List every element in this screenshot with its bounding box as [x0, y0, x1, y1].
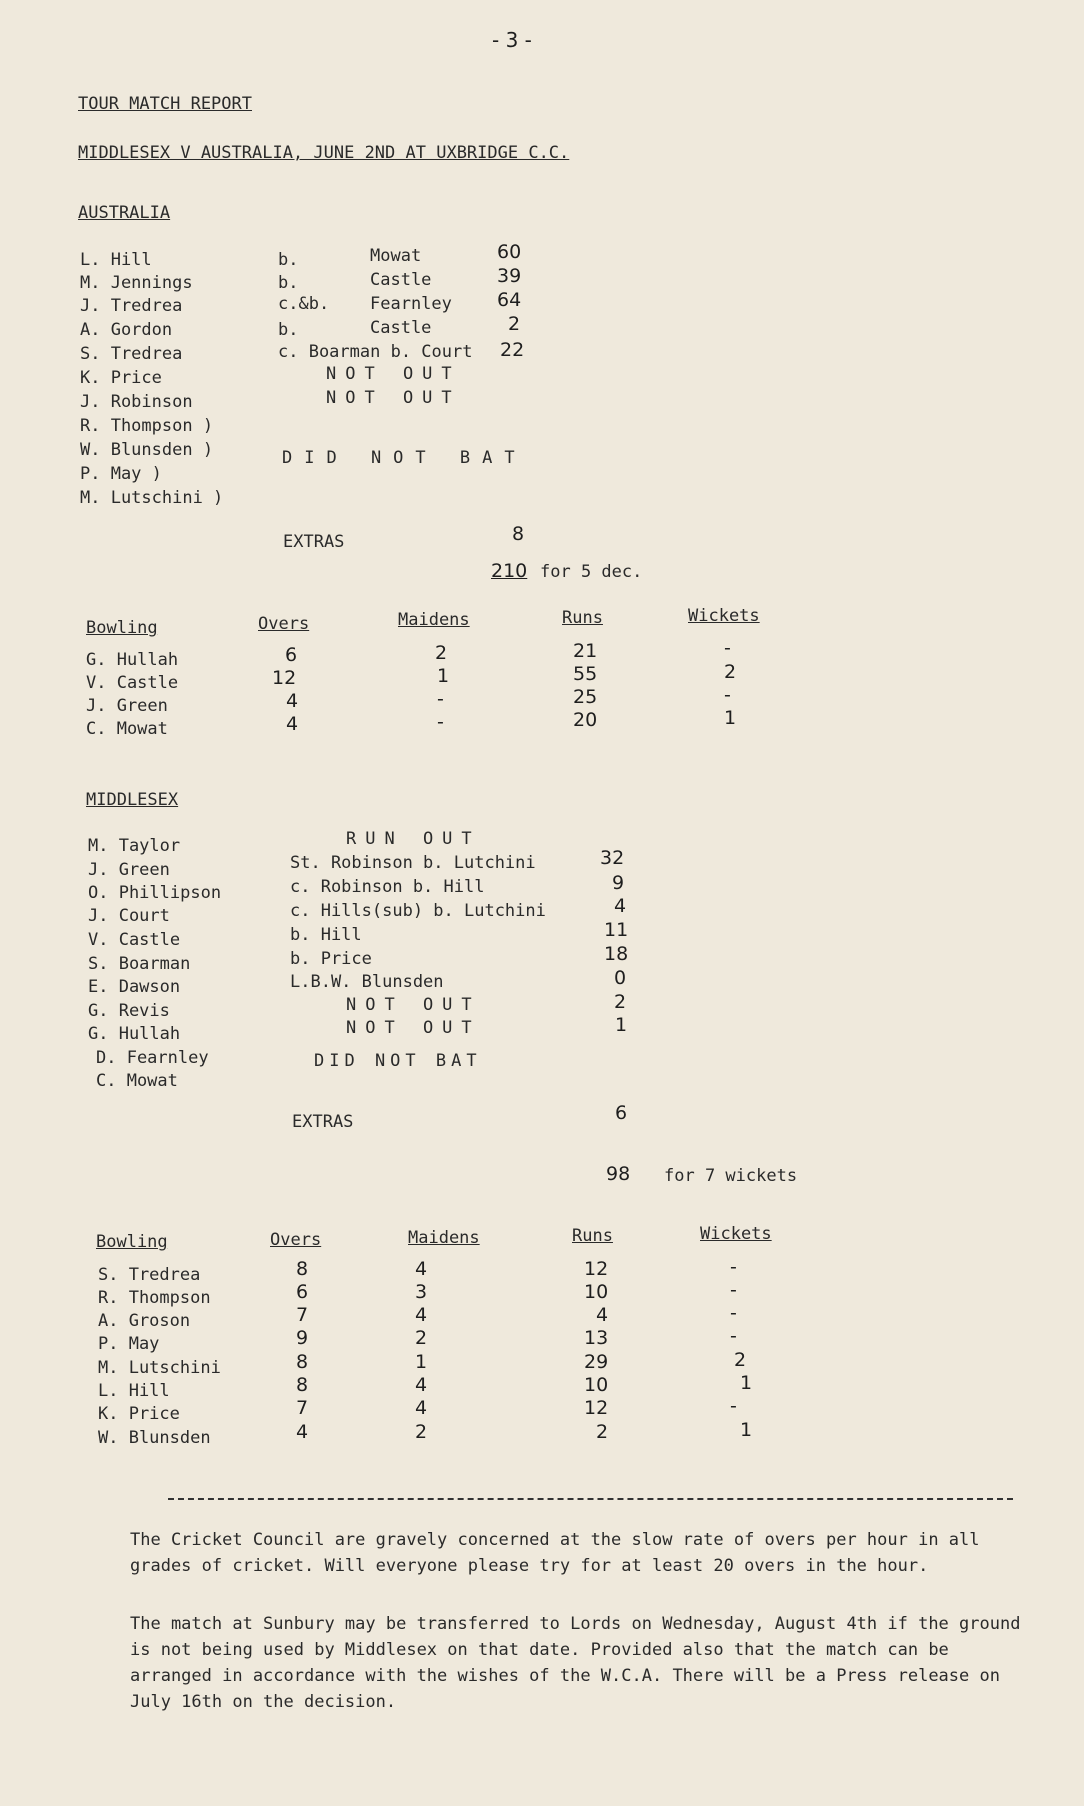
runs: 11 [604, 919, 629, 941]
runs: 10 [584, 1281, 609, 1303]
note-slow-over-rate: The Cricket Council are gravely concerned at the slow rate of overs per hour in all grades of cricket. Will everyone please try for at least 20 overs in the hour. [130, 1530, 980, 1576]
wickets: - [730, 1256, 737, 1278]
runs: 21 [573, 640, 598, 662]
wickets: - [730, 1279, 737, 1301]
batsman-name: J. Tredrea [80, 296, 183, 316]
batsman-name: D. Fearnley [96, 1048, 209, 1068]
runs: 25 [573, 686, 598, 708]
bowler: Castle [370, 318, 432, 338]
maidens: 2 [415, 1327, 428, 1349]
batsman-name: E. Dawson [88, 977, 181, 997]
col-header-wickets: Wickets [688, 606, 760, 626]
runs: 39 [497, 265, 522, 287]
maidens: 1 [415, 1351, 428, 1373]
maidens: 4 [415, 1304, 428, 1326]
batsman-name: A. Gordon [80, 320, 173, 340]
batsman-name: O. Phillipson [88, 883, 222, 903]
runs: 29 [584, 1351, 609, 1373]
bowler: Mowat [370, 246, 422, 266]
wickets: - [730, 1325, 737, 1347]
dismissal: b. [278, 273, 299, 293]
runs: 9 [612, 872, 625, 894]
bowler-name: W. Blunsden [98, 1428, 211, 1448]
col-header-runs: Runs [572, 1226, 613, 1246]
batsman-name: L. Hill [80, 250, 152, 270]
wickets: 1 [724, 707, 737, 729]
runs: 2 [508, 313, 521, 335]
runs: 55 [573, 663, 598, 685]
dismissal: NOT OUT [346, 1018, 481, 1038]
bowler-name: V. Castle [86, 673, 179, 693]
match-title: MIDDLESEX V AUSTRALIA, JUNE 2ND AT UXBRIDGE C.C. [78, 143, 570, 163]
runs: 18 [604, 943, 629, 965]
team1-total: 210 [491, 560, 528, 582]
dismissal: NOT OUT [326, 388, 461, 408]
batsman-name: W. Blunsden ) [80, 440, 214, 460]
bowler-name: R. Thompson [98, 1288, 211, 1308]
maidens: 4 [415, 1374, 428, 1396]
bowler-name: K. Price [98, 1404, 180, 1424]
runs: 0 [614, 967, 627, 989]
dismissal: c. Robinson b. Hill [290, 877, 485, 897]
team2-total: 98 [606, 1163, 631, 1185]
team1-extras: 8 [512, 523, 525, 545]
maidens: 2 [435, 642, 448, 664]
bowler-name: J. Green [86, 696, 168, 716]
dismissal: b. Hill [290, 925, 362, 945]
col-header-bowling: Bowling [96, 1232, 168, 1252]
dismissal: St. Robinson b. Lutchini [290, 853, 536, 873]
dismissal: b. Price [290, 949, 372, 969]
bowler-name: P. May [98, 1334, 160, 1354]
dismissal: NOT OUT [326, 364, 461, 384]
maidens: - [437, 688, 444, 710]
divider [168, 1498, 1013, 1500]
bowler-name: M. Lutschini [98, 1358, 221, 1378]
team1-extras-label: EXTRAS [283, 532, 345, 552]
wickets: - [724, 684, 731, 706]
col-header-wickets: Wickets [700, 1224, 772, 1244]
batsman-name: M. Taylor [88, 836, 181, 856]
batsman-name: S. Boarman [88, 954, 191, 974]
maidens: 4 [415, 1397, 428, 1419]
wickets: - [724, 637, 731, 659]
overs: 4 [286, 713, 299, 735]
runs: 13 [584, 1327, 609, 1349]
maidens: - [437, 711, 444, 733]
wickets: 1 [740, 1372, 753, 1394]
runs: 4 [614, 895, 627, 917]
batsman-name: G. Hullah [88, 1024, 181, 1044]
report-heading: TOUR MATCH REPORT [78, 94, 252, 114]
col-header-maidens: Maidens [408, 1228, 480, 1248]
overs: 7 [296, 1304, 309, 1326]
team2-extras-label: EXTRAS [292, 1112, 354, 1132]
bowler-name: C. Mowat [86, 719, 168, 739]
batsman-name: J. Green [88, 860, 170, 880]
batsman-name: J. Robinson [80, 392, 193, 412]
bowler-name: A. Groson [98, 1311, 191, 1331]
overs: 4 [296, 1421, 309, 1443]
bowler: Castle [370, 270, 432, 290]
batsman-name: S. Tredrea [80, 344, 183, 364]
bowler-name: G. Hullah [86, 650, 179, 670]
wickets: 1 [740, 1419, 753, 1441]
overs: 7 [296, 1397, 309, 1419]
dismissal: L.B.W. Blunsden [290, 972, 444, 992]
dismissal: c. Boarman b. Court [278, 342, 473, 362]
batsman-name: K. Price [80, 368, 162, 388]
overs: 8 [296, 1374, 309, 1396]
team2-name: MIDDLESEX [86, 790, 179, 810]
wickets: - [730, 1395, 737, 1417]
runs: 64 [497, 289, 522, 311]
maidens: 1 [437, 665, 450, 687]
overs: 9 [296, 1327, 309, 1349]
overs: 8 [296, 1351, 309, 1373]
overs: 4 [286, 690, 299, 712]
col-header-bowling: Bowling [86, 618, 158, 638]
bowler-name: L. Hill [98, 1381, 170, 1401]
wickets: - [730, 1302, 737, 1324]
runs: 2 [596, 1421, 609, 1443]
batsman-name: P. May ) [80, 464, 162, 484]
runs: 4 [596, 1304, 609, 1326]
batsman-name: C. Mowat [96, 1071, 178, 1091]
maidens: 4 [415, 1258, 428, 1280]
dismissal: c. Hills(sub) b. Lutchini [290, 901, 546, 921]
did-not-bat: DID NOT BAT [282, 448, 527, 468]
batsman-name: M. Jennings [80, 273, 193, 293]
batsman-name: R. Thompson ) [80, 416, 214, 436]
runs: 20 [573, 709, 598, 731]
runs: 10 [584, 1374, 609, 1396]
runs: 32 [600, 847, 625, 869]
batsman-name: J. Court [88, 906, 170, 926]
maidens: 3 [415, 1281, 428, 1303]
overs: 6 [296, 1281, 309, 1303]
overs: 6 [285, 644, 298, 666]
overs: 12 [272, 667, 297, 689]
col-header-overs: Overs [270, 1230, 322, 1250]
batsman-name: M. Lutschini ) [80, 488, 224, 508]
runs: 1 [615, 1014, 628, 1036]
runs: 60 [497, 241, 522, 263]
bowler-name: S. Tredrea [98, 1265, 201, 1285]
batsman-name: V. Castle [88, 930, 181, 950]
dismissal: b. [278, 320, 299, 340]
col-header-maidens: Maidens [398, 610, 470, 630]
runs: 12 [584, 1397, 609, 1419]
runs: 2 [614, 991, 627, 1013]
dismissal: b. [278, 250, 299, 270]
dismissal: c.&b. [278, 294, 330, 314]
team2-extras: 6 [615, 1102, 628, 1124]
team1-name: AUSTRALIA [78, 203, 171, 223]
bowler: Fearnley [370, 294, 452, 314]
maidens: 2 [415, 1421, 428, 1443]
did-not-bat: DID NOT BAT [314, 1051, 482, 1071]
dismissal: NOT OUT [346, 995, 481, 1015]
batsman-name: G. Revis [88, 1001, 170, 1021]
col-header-overs: Overs [258, 614, 310, 634]
wickets: 2 [724, 661, 737, 683]
runs: 12 [584, 1258, 609, 1280]
dismissal: RUN OUT [346, 829, 481, 849]
overs: 8 [296, 1258, 309, 1280]
col-header-runs: Runs [562, 608, 603, 628]
team2-total-suffix: for 7 wickets [664, 1166, 798, 1186]
wickets: 2 [734, 1349, 747, 1371]
runs: 22 [500, 339, 525, 361]
note-sunbury-match: The match at Sunbury may be transferred to Lords on Wednesday, August 4th if the ground is not being used by Middlesex on that date. Provided also that the match can be arranged in accordance with the wishes of the W.C.A. There will be a Press release on July 16th on the decision. [130, 1614, 1021, 1712]
team1-total-suffix: for 5 dec. [540, 562, 643, 582]
page-number: - 3 - [492, 28, 532, 52]
